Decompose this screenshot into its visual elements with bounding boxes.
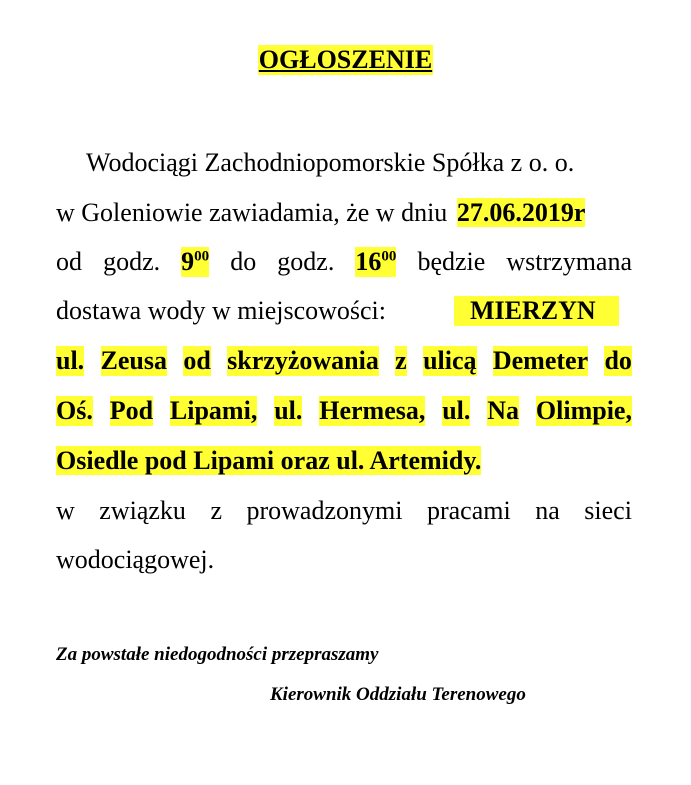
street-word: ul. xyxy=(442,396,471,425)
street-word: Oś. xyxy=(56,396,93,425)
street-word: ul. xyxy=(56,346,85,375)
reason-word: pracami xyxy=(426,496,511,525)
reason-word: związku xyxy=(99,496,186,525)
street-word: Zeusa xyxy=(100,346,167,375)
word-godz-2: godz. xyxy=(277,247,335,276)
reason-word: z xyxy=(210,496,222,525)
street-word: Na xyxy=(487,396,520,425)
apology-text: Za powstałe niedogodności przepraszamy xyxy=(56,644,379,665)
supply-text: dostawa wody w miejscowości: xyxy=(56,296,387,325)
word-godz-1: godz. xyxy=(103,247,161,276)
street-word: z xyxy=(395,346,407,375)
street-word: Lipami, xyxy=(169,396,258,425)
reason-word: prowadzonymi xyxy=(246,496,403,525)
signature: Kierownik Oddziału Terenowego xyxy=(270,684,526,705)
street-word: Hermesa, xyxy=(319,396,426,425)
body-line-1 xyxy=(56,148,662,178)
streets-line-2 xyxy=(56,396,632,426)
streets-end: Osiedle pod Lipami oraz ul. Artemidy. xyxy=(56,446,482,475)
end-time: $16^{00}$ xyxy=(355,247,397,276)
reason-line-2 xyxy=(56,545,632,575)
town-name: MIERZYN xyxy=(454,296,619,326)
reason-word: w xyxy=(56,496,75,525)
street-word: ul. xyxy=(274,396,303,425)
page-title: OGŁOSZENIE xyxy=(258,45,433,74)
company-name: Wodociągi Zachodniopomorskie Spółka z o. o. xyxy=(86,148,575,177)
reason-word: sieci xyxy=(584,496,632,525)
street-word: Olimpie, xyxy=(535,396,632,425)
reason-word: na xyxy=(535,496,560,525)
street-word: od xyxy=(183,346,211,375)
street-word: do xyxy=(604,346,632,375)
start-time: $9^{00}$ xyxy=(181,247,210,276)
word-do: do xyxy=(230,247,257,276)
street-word: Pod xyxy=(109,396,154,425)
outage-date: 27.06.2019r xyxy=(456,198,586,227)
reason-line-1 xyxy=(56,496,632,526)
street-word: ulicą xyxy=(423,346,477,375)
street-word: Demeter xyxy=(492,346,589,375)
body-line-4 xyxy=(56,296,632,326)
reason-end: wodociągowej. xyxy=(56,545,215,574)
title-wrap xyxy=(0,45,691,75)
streets-line-1 xyxy=(56,346,632,376)
street-word: skrzyżowania xyxy=(227,346,379,375)
notice-text: w Goleniowie zawiadamia, że w dniu xyxy=(56,198,448,227)
word-wstrzymana: wstrzymana xyxy=(506,247,632,276)
streets-line-3 xyxy=(56,446,632,476)
body-line-2 xyxy=(56,198,632,228)
word-od: od xyxy=(56,247,82,276)
body-line-3 xyxy=(56,247,632,277)
word-bedzie: będzie xyxy=(417,247,486,276)
